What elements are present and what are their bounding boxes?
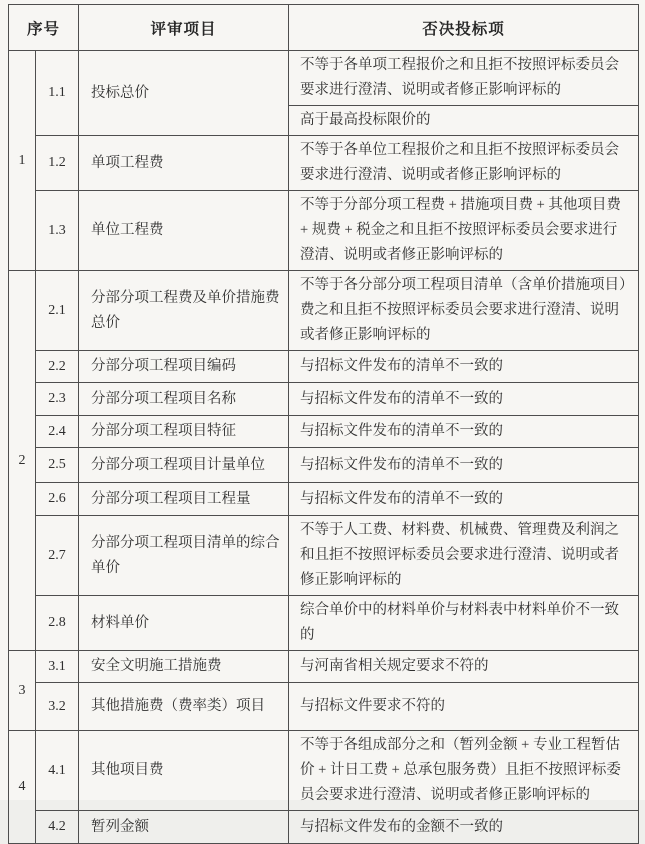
row-number-cell: 2.6 — [36, 483, 79, 516]
project-cell: 材料单价 — [79, 596, 289, 651]
rejection-cell: 与招标文件发布的金额不一致的 — [289, 811, 639, 844]
project-cell: 安全文明施工措施费 — [79, 651, 289, 683]
row-number-cell: 2.8 — [36, 596, 79, 651]
row-number-cell: 1.2 — [36, 136, 79, 191]
table-row — [9, 516, 639, 596]
row-number-cell: 2.3 — [36, 383, 79, 416]
row-number-cell: 1.1 — [36, 51, 79, 136]
rejection-cell: 与招标文件发布的清单不一致的 — [289, 448, 639, 483]
group-number-cell: 2 — [9, 271, 36, 651]
row-number-cell: 2.1 — [36, 271, 79, 351]
group-number-cell: 3 — [9, 651, 36, 731]
project-cell: 单项工程费 — [79, 136, 289, 191]
rejection-cell: 与招标文件要求不符的 — [289, 683, 639, 731]
table-row — [9, 383, 639, 416]
rejection-cell: 不等于各分部分项工程项目清单（含单价措施项目）费之和且拒不按照评标委员会要求进行澄清、说明或者修正影响评标的 — [289, 271, 639, 351]
rejection-cell: 与招标文件发布的清单不一致的 — [289, 383, 639, 416]
rejection-cell: 不等于各组成部分之和（暂列金额 + 专业工程暂估价 + 计日工费 + 总承包服务费）且拒不按照评标委员会要求进行澄清、说明或者修正影响评标的 — [289, 731, 639, 811]
group-number-cell: 4 — [9, 731, 36, 844]
table-row — [9, 448, 639, 483]
table-row — [9, 483, 639, 516]
project-cell: 其他措施费（费率类）项目 — [79, 683, 289, 731]
table-row — [9, 651, 639, 683]
row-number-cell: 4.1 — [36, 731, 79, 811]
rejection-cell: 高于最高投标限价的 — [289, 106, 639, 136]
project-cell: 其他项目费 — [79, 731, 289, 811]
table-row — [9, 731, 639, 811]
bid-rejection-criteria-table — [8, 4, 639, 844]
table-row — [9, 51, 639, 106]
rejection-cell: 不等于分部分项工程费 + 措施项目费 + 其他项目费 + 规费 + 税金之和且拒不按照评标委员会要求进行澄清、说明或者修正影响评标的 — [289, 191, 639, 271]
row-number-cell: 3.1 — [36, 651, 79, 683]
rejection-cell: 不等于各单位工程报价之和且拒不按照评标委员会要求进行澄清、说明或者修正影响评标的 — [289, 136, 639, 191]
project-cell: 投标总价 — [79, 51, 289, 136]
rejection-cell: 与招标文件发布的清单不一致的 — [289, 351, 639, 383]
table-row — [9, 416, 639, 448]
table-row — [9, 351, 639, 383]
row-number-cell: 2.5 — [36, 448, 79, 483]
project-cell: 分部分项工程项目工程量 — [79, 483, 289, 516]
project-cell: 分部分项工程项目编码 — [79, 351, 289, 383]
project-cell: 暂列金额 — [79, 811, 289, 844]
project-cell: 分部分项工程项目清单的综合单价 — [79, 516, 289, 596]
rejection-cell: 与招标文件发布的清单不一致的 — [289, 416, 639, 448]
rejection-cell: 与河南省相关规定要求不符的 — [289, 651, 639, 683]
row-number-cell: 3.2 — [36, 683, 79, 731]
table-row — [9, 596, 639, 651]
project-cell: 分部分项工程项目名称 — [79, 383, 289, 416]
header-row — [9, 5, 639, 51]
project-cell: 分部分项工程项目特征 — [79, 416, 289, 448]
project-cell: 分部分项工程项目计量单位 — [79, 448, 289, 483]
table-row — [9, 271, 639, 351]
project-cell: 分部分项工程费及单价措施费总价 — [79, 271, 289, 351]
column-header-reject: 否决投标项 — [289, 5, 639, 51]
table-row — [9, 136, 639, 191]
table-row — [9, 683, 639, 731]
rejection-cell: 与招标文件发布的清单不一致的 — [289, 483, 639, 516]
row-number-cell: 2.7 — [36, 516, 79, 596]
row-number-cell: 4.2 — [36, 811, 79, 844]
row-number-cell: 1.3 — [36, 191, 79, 271]
column-header-seq: 序号 — [9, 5, 79, 51]
rejection-cell: 不等于人工费、材料费、机械费、管理费及利润之和且拒不按照评标委员会要求进行澄清、说明或者修正影响评标的 — [289, 516, 639, 596]
row-number-cell: 2.2 — [36, 351, 79, 383]
group-number-cell: 1 — [9, 51, 36, 271]
table-row — [9, 191, 639, 271]
project-cell: 单位工程费 — [79, 191, 289, 271]
rejection-cell: 综合单价中的材料单价与材料表中材料单价不一致的 — [289, 596, 639, 651]
table-row — [9, 811, 639, 844]
row-number-cell: 2.4 — [36, 416, 79, 448]
rejection-cell: 不等于各单项工程报价之和且拒不按照评标委员会要求进行澄清、说明或者修正影响评标的 — [289, 51, 639, 106]
column-header-project: 评审项目 — [79, 5, 289, 51]
